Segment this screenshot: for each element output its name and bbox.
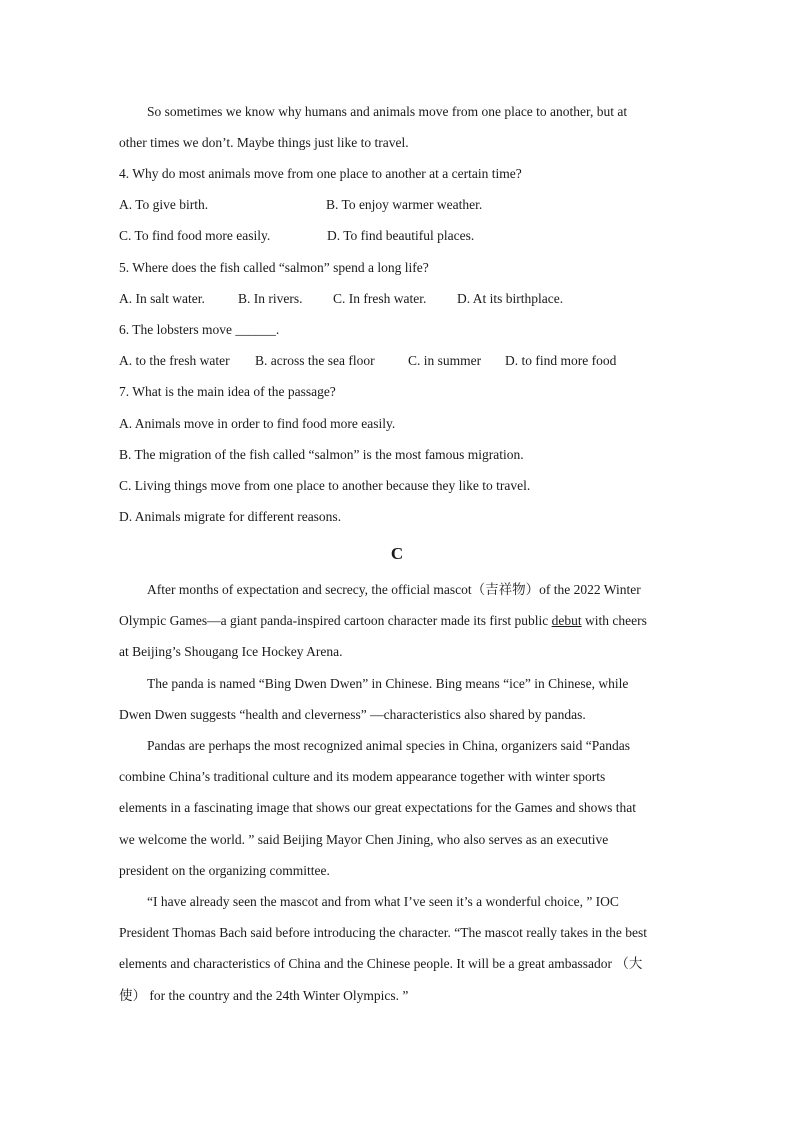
question-7-option-d: D. Animals migrate for different reasons. <box>119 509 342 524</box>
question-4-option-c: C. To find food more easily. <box>119 228 271 243</box>
question-5-option-a: A. In salt water. <box>119 291 205 306</box>
paragraph-line: President Thomas Bach said before introducing the character. “The mascot really takes in the best <box>119 925 647 940</box>
paragraph-line: 使） for the country and the 24th Winter Olympics. ” <box>119 988 409 1003</box>
passage-b-line: other times we don’t. Maybe things just like to travel. <box>119 135 409 150</box>
paragraph-line: combine China’s traditional culture and its modem appearance together with winter sports <box>119 769 606 784</box>
paragraph-line <box>119 612 679 630</box>
paragraph-line: elements in a fascinating image that shows our great expectations for the Games and shows that <box>119 800 636 815</box>
question-7-option-a: A. Animals move in order to find food more easily. <box>119 416 396 431</box>
question-7-option-b: B. The migration of the fish called “salmon” is the most famous migration. <box>119 447 524 462</box>
question-5-option-b: B. In rivers. <box>238 291 303 306</box>
question-6-option-a: A. to the fresh water <box>119 353 230 368</box>
question-5-option-c: C. In fresh water. <box>333 291 427 306</box>
paragraph-line: Pandas are perhaps the most recognized animal species in China, organizers said “Pandas <box>147 738 630 753</box>
question-5-stem: 5. Where does the fish called “salmon” spend a long life? <box>119 260 429 275</box>
paragraph-line: After months of expectation and secrecy, the official mascot（吉祥物）of the 2022 Winter <box>147 582 641 597</box>
question-4-option-b: B. To enjoy warmer weather. <box>326 197 483 212</box>
paragraph-line: elements and characteristics of China and the Chinese people. It will be a great ambassador （大 <box>119 956 643 971</box>
paragraph-text: Olympic Games—a giant panda-inspired cartoon character made its first public <box>119 613 552 628</box>
question-6-option-c: C. in summer <box>408 353 482 368</box>
passage-b-line: So sometimes we know why humans and animals move from one place to another, but at <box>147 104 628 119</box>
paragraph-line: “I have already seen the mascot and from what I’ve seen it’s a wonderful choice, ” IOC <box>147 894 619 909</box>
section-heading: C <box>390 544 404 563</box>
question-7-stem: 7. What is the main idea of the passage? <box>119 384 336 399</box>
paragraph-line: The panda is named “Bing Dwen Dwen” in Chinese. Bing means “ice” in Chinese, while <box>147 676 629 691</box>
question-4-option-d: D. To find beautiful places. <box>327 228 475 243</box>
underlined-word: debut <box>551 613 582 628</box>
question-6-option-d: D. to find more food <box>505 353 617 368</box>
paragraph-text: with cheers <box>581 613 647 628</box>
paragraph-line: at Beijing’s Shougang Ice Hockey Arena. <box>119 644 343 659</box>
question-4-option-a: A. To give birth. <box>119 197 209 212</box>
paragraph-line: president on the organizing committee. <box>119 863 330 878</box>
question-7-option-c: C. Living things move from one place to another because they like to travel. <box>119 478 531 493</box>
question-6-stem: 6. The lobsters move ______. <box>119 322 280 337</box>
question-4-stem: 4. Why do most animals move from one place to another at a certain time? <box>119 166 522 181</box>
paragraph-line: we welcome the world. ” said Beijing Mayor Chen Jining, who also serves as an executive <box>119 832 609 847</box>
question-5-option-d: D. At its birthplace. <box>457 291 564 306</box>
paragraph-line: Dwen Dwen suggests “health and cleverness” —characteristics also shared by pandas. <box>119 707 586 722</box>
question-6-option-b: B. across the sea floor <box>255 353 375 368</box>
